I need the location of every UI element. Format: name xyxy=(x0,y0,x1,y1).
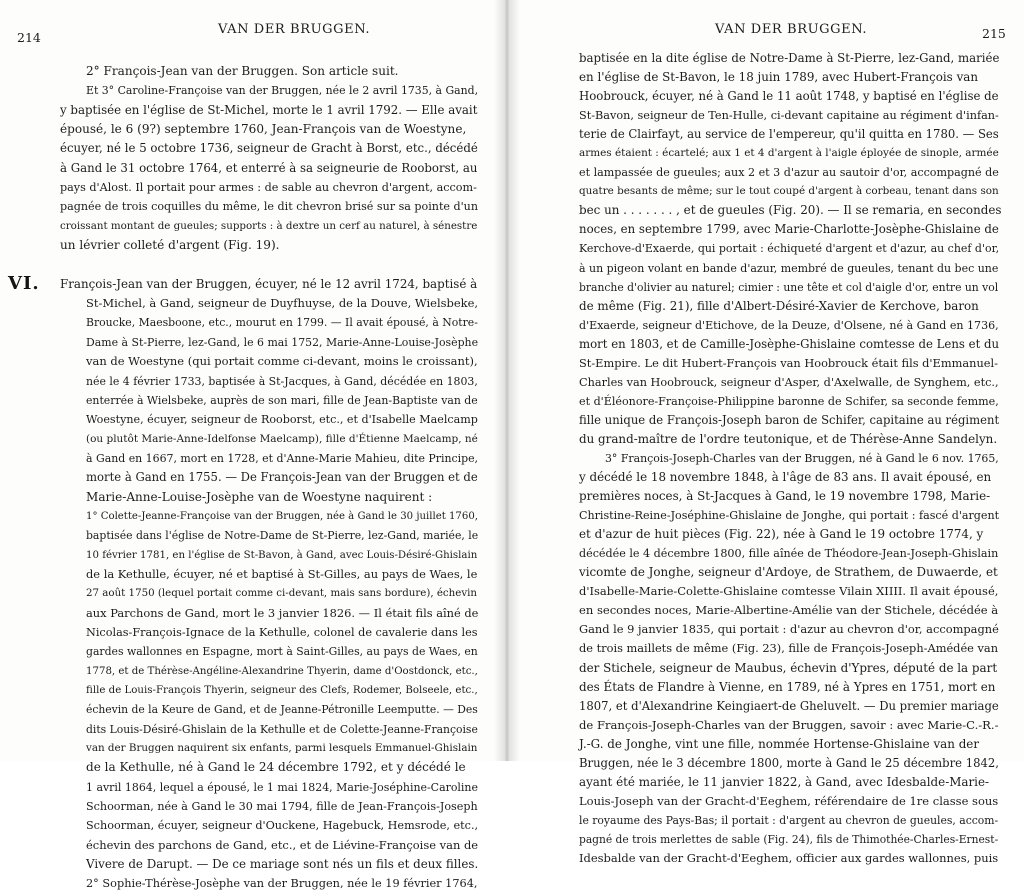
text-line: d'Exaerde, seigneur d'Etichove, de la Deuze, d'Olsene, né à Gand en 1736, xyxy=(579,318,999,332)
text-line: à Gand le 31 octobre 1764, et enterré à sa seigneurie de Rooborst, au xyxy=(60,160,478,175)
text-line: de la Kethulle, né à Gand le 24 décembre 1792, et y décédé le xyxy=(86,760,466,775)
text-line: Bruggen, née le 3 décembre 1800, morte à Gand le 25 décembre 1842, xyxy=(579,755,999,770)
text-line: Idesbalde van der Gracht-d'Eeghem, officier aux gardes wallonnes, puis xyxy=(579,850,999,865)
text-line: Hoobrouck, écuyer, né à Gand le 11 août 1748, y baptisé en l'église de xyxy=(579,89,999,104)
generation-marker: VI. xyxy=(8,272,40,294)
text-line: y décédé le 18 novembre 1848, à l'âge de 83 ans. Il avait épousé, en xyxy=(579,470,992,485)
text-line: 2° Sophie-Thérèse-Josèphe van der Bruggen, née le 19 février 1764, xyxy=(86,877,478,891)
text-line: et d'azur de huit pièces (Fig. 22), née à Gand le 19 octobre 1774, y xyxy=(579,527,984,542)
text-line: échevin des parchons de Gand, etc., et de Liévine-Françoise van de xyxy=(86,837,479,852)
text-line: le royaume des Pays-Bas; il portait : d'argent au chevron de gueules, accom- xyxy=(579,813,999,827)
text-line: enterrée à Wielsbeke, auprès de son mari, fille de Jean-Baptiste van de xyxy=(86,393,478,407)
text-line: des États de Flandre à Vienne, en 1789, né à Ypres en 1751, mort en xyxy=(579,679,996,694)
text-line: baptisée en la dite église de Notre-Dame à St-Pierre, lez-Gand, mariée xyxy=(579,51,1000,65)
text-line: bec un . . . . . . . , et de gueules (Fig. 20). — Il se remaria, en secondes xyxy=(579,203,1002,218)
page-number-left: 214 xyxy=(17,30,41,45)
text-line: épousé, le 6 (9?) septembre 1760, Jean-François van de Woestyne, xyxy=(60,122,467,137)
text-line: Marie-Anne-Louise-Josèphe van de Woestyne naquirent : xyxy=(86,489,433,504)
text-line: Dame à St-Pierre, lez-Gand, le 6 mai 1752, Marie-Anne-Louise-Josèphe xyxy=(86,335,479,349)
text-line: pagnée de trois coquilles du même, le dit chevron brisé sur sa pointe d'un xyxy=(60,200,478,214)
text-line: 10 février 1781, en l'église de St-Bavon, à Gand, avec Louis-Désiré-Ghislain xyxy=(86,549,478,561)
text-line: de même (Fig. 21), fille d'Albert-Désiré-Xavier de Kerchove, baron xyxy=(579,298,979,313)
text-line: un lévrier colleté d'argent (Fig. 19). xyxy=(60,238,280,253)
text-line: du grand-maître de l'ordre teutonique, et de Thérèse-Anne Sandelyn. xyxy=(579,431,998,446)
text-line: 27 août 1750 (lequel portait comme ci-devant, mais sans bordure), échevin xyxy=(86,587,477,600)
text-line: J.-G. de Jonghe, vint une fille, nommée Hortense-Ghislaine van der xyxy=(579,736,980,751)
text-line: armes étaient : écartelé; aux 1 et 4 d'argent à l'aigle éployée de sinople, armée xyxy=(579,147,999,160)
text-line: pays d'Alost. Il portait pour armes : de sable au chevron d'argent, accom- xyxy=(60,181,477,195)
text-line: aux Parchons de Gand, mort le 3 janvier 1826. — Il était fils aîné de xyxy=(86,605,479,620)
text-line: branche d'olivier au naturel; cimier : une tête et col d'aigle d'or, entre un vol xyxy=(579,280,999,294)
text-line: née le 4 février 1733, baptisée à St-Jacques, à Gand, décédée en 1803, xyxy=(86,374,478,388)
text-line: 3° François-Joseph-Charles van der Bruggen, né à Gand le 6 nov. 1765, xyxy=(605,451,999,465)
text-line: van der Bruggen naquirent six enfants, parmi lesquels Emmanuel-Ghislain xyxy=(86,742,478,755)
text-line: vicomte de Jonghe, seigneur d'Ardoye, de Strathem, de Duwaerde, et xyxy=(579,565,998,580)
text-line: St-Michel, à Gand, seigneur de Duyfhuyse, de la Douve, Wielsbeke, xyxy=(86,296,479,311)
text-line: décédée le 4 décembre 1800, fille aînée de Théodore-Jean-Joseph-Ghislain xyxy=(579,547,999,561)
text-line: St-Empire. Le dit Hubert-François van Hoobrouck était fils d'Emmanuel- xyxy=(579,355,998,370)
text-line: ayant été mariée, le 11 janvier 1822, à Gand, avec Idesbalde-Marie- xyxy=(579,774,990,789)
page-number-right: 215 xyxy=(982,26,1006,41)
left-page-text xyxy=(60,62,482,894)
text-line: baptisée dans l'église de Notre-Dame de St-Pierre, lez-Gand, mariée, le xyxy=(86,529,479,543)
text-line: mort en 1803, et de Camille-Josèphe-Ghislaine comtesse de Lens et du xyxy=(579,336,1000,351)
text-line: de la Kethulle, écuyer, né et baptisé à St-Gilles, au pays de Waes, le xyxy=(86,566,478,581)
text-line: Woestyne, écuyer, seigneur de Rooborst, etc., et d'Isabelle Maelcamp xyxy=(86,413,478,427)
text-line: Et 3° Caroline-Françoise van der Bruggen, née le 2 avril 1735, à Gand, xyxy=(86,84,479,98)
text-line: dits Louis-Désiré-Ghislain de la Kethulle et de Colette-Jeanne-Françoise xyxy=(86,722,478,736)
text-line: 1 avril 1864, lequel a épousé, le 1 mai 1824, Marie-Joséphine-Caroline xyxy=(86,780,478,794)
text-line: Nicolas-François-Ignace de la Kethulle, colonel de cavalerie dans les xyxy=(86,625,478,639)
left-page xyxy=(0,0,505,891)
text-line: de François-Joseph-Charles van der Bruggen, savoir : avec Marie-C.-R.- xyxy=(579,717,999,732)
text-line: Schoorman, écuyer, seigneur d'Ouckene, Hagebuck, Hemsrode, etc., xyxy=(86,819,479,833)
text-line: de trois maillets de même (Fig. 23), fille de François-Joseph-Amédée van xyxy=(579,641,999,656)
text-line: (ou plutôt Marie-Anne-Idelfonse Maelcamp), fille d'Étienne Maelcamp, né xyxy=(86,432,478,445)
text-line: gardes wallonnes en Espagne, mort à Saint-Gilles, au pays de Waes, en xyxy=(86,645,478,659)
text-line: et d'Éléonore-Françoise-Philippine baronne de Schifer, sa seconde femme, xyxy=(579,394,999,408)
text-line: Broucke, Maesboone, etc., mourut en 1799. — Il avait épousé, à Notre- xyxy=(86,316,478,330)
text-line: 1778, et de Thérèse-Angéline-Alexandrine Thyerin, dame d'Oostdonck, etc., xyxy=(86,665,478,677)
text-line: écuyer, né le 5 octobre 1736, seigneur de Gracht à Borst, etc., décédé xyxy=(60,141,478,156)
text-line: Kerchove-d'Exaerde, qui portait : échiqueté d'argent et d'azur, au chef d'or, xyxy=(579,242,1000,256)
text-line: Christine-Reine-Joséphine-Ghislaine de Jonghe, qui portait : fascé d'argent xyxy=(579,509,1000,523)
text-line: quatre besants de même; sur le tout coupé d'argent à corbeau, tenant dans son xyxy=(579,185,999,198)
text-line: 1° Colette-Jeanne-Françoise van der Bruggen, née à Gand le 30 juillet 1760, xyxy=(86,510,478,522)
text-line: Gand le 9 janvier 1835, qui portait : d'azur au chevron d'or, accompagné xyxy=(579,622,999,637)
text-line: et lampassée de gueules; aux 2 et 3 d'azur au sautoir d'or, accompagné de xyxy=(579,166,999,180)
text-line: Vivere de Darupt. — De ce mariage sont nés un fils et deux filles. xyxy=(86,857,479,872)
text-line: François-Jean van der Bruggen, écuyer, né le 12 avril 1724, baptisé à xyxy=(60,276,478,291)
running-head-right: VAN DER BRUGGEN. xyxy=(715,22,868,37)
text-line: premières noces, à St-Jacques à Gand, le 19 novembre 1798, Marie- xyxy=(579,489,991,504)
text-line: 2° François-Jean van der Bruggen. Son article suit. xyxy=(86,64,399,78)
text-line: d'Isabelle-Marie-Colette-Ghislaine comtesse Vilain XIIII. Il avait épousé, xyxy=(579,584,999,599)
text-line: St-Bavon, seigneur de Ten-Hulle, ci-devant capitaine au régiment d'infan- xyxy=(579,109,999,123)
text-line: échevin de la Keure de Gand, et de Jeanne-Pétronille Leemputte. — Des xyxy=(86,703,478,717)
text-line: à Gand en 1667, mort en 1728, et d'Anne-Marie Mahieu, dite Principe, xyxy=(86,451,479,465)
text-line: noces, en septembre 1799, avec Marie-Charlotte-Josèphe-Ghislaine de xyxy=(579,222,999,237)
text-line: à un pigeon volant en bande d'azur, membré de gueules, tenant du bec une xyxy=(579,261,999,275)
text-line: der Stichele, seigneur de Maubus, échevin d'Ypres, député de la part xyxy=(579,660,998,675)
text-line: fille unique de François-Joseph baron de Schifer, capitaine au régiment xyxy=(579,412,1000,427)
text-line: Charles van Hoobrouck, seigneur d'Asper, d'Axelwalle, de Synghem, etc., xyxy=(579,375,999,389)
text-line: 1807, et d'Alexandrine Keingiaert-de Gheluvelt. — Du premier mariage xyxy=(579,698,999,713)
text-line: en l'église de St-Bavon, le 18 juin 1789, avec Hubert-François van xyxy=(579,70,979,85)
text-line: fille de Louis-François Thyerin, seigneur des Clefs, Rodemer, Bolseele, etc., xyxy=(86,685,478,696)
text-line: van de Woestyne (qui portait comme ci-devant, moins le croissant), xyxy=(86,354,478,369)
text-line: Louis-Joseph van der Gracht-d'Eeghem, référendaire de 1re classe sous xyxy=(579,793,999,808)
text-line xyxy=(60,255,482,274)
running-head-left: VAN DER BRUGGEN. xyxy=(218,22,371,37)
text-line: en secondes noces, Marie-Albertine-Amélie van der Stichele, décédée à xyxy=(579,603,999,618)
right-page xyxy=(515,0,1024,865)
text-line: morte à Gand en 1755. — De François-Jean van der Bruggen et de xyxy=(86,470,478,485)
right-page-text xyxy=(579,49,1003,868)
text-line: y baptisée en l'église de St-Michel, morte le 1 avril 1792. — Elle avait xyxy=(60,102,478,117)
text-line: croissant montant de gueules; supports : à dextre un cerf au naturel, à sénestre xyxy=(60,219,478,232)
text-line: pagné de trois merlettes de sable (Fig. 24), fils de Thimothée-Charles-Ernest- xyxy=(579,832,999,846)
text-line: terie de Clairfayt, au service de l'empereur, qu'il quitta en 1780. — Ses xyxy=(579,127,999,142)
text-line: Schoorman, née à Gand le 30 mai 1794, fille de Jean-François-Joseph xyxy=(86,800,478,814)
